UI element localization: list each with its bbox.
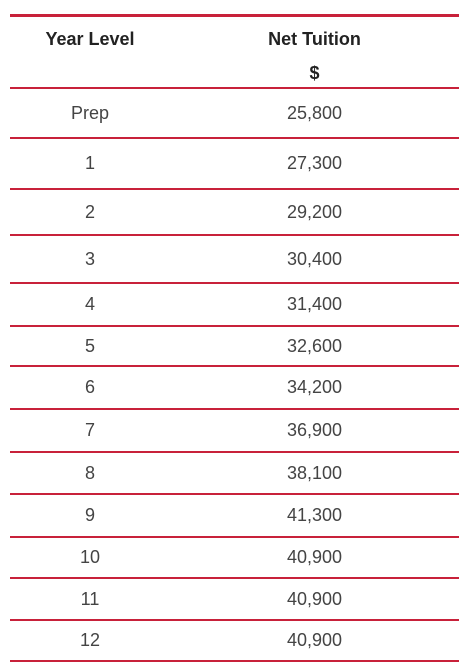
header-year-level-label: Year Level <box>45 29 135 49</box>
net-tuition-cell: 25,800 <box>286 102 343 123</box>
table-row <box>10 89 459 139</box>
table-row <box>10 495 459 538</box>
net-tuition-cell: 38,100 <box>286 462 343 483</box>
table-header-row <box>10 17 459 89</box>
net-tuition-cell: 30,400 <box>286 248 343 269</box>
year-level-cell: 6 <box>84 377 95 397</box>
net-tuition-cell: 31,400 <box>286 294 343 314</box>
net-tuition-cell: 40,900 <box>286 588 343 609</box>
year-level-cell: 9 <box>84 505 95 525</box>
year-level-cell: 8 <box>84 462 95 483</box>
table-row <box>10 190 459 236</box>
year-level-cell: 11 <box>80 588 100 609</box>
year-level-cell: 10 <box>79 547 101 567</box>
net-tuition-cell: 27,300 <box>286 153 343 173</box>
net-tuition-cell: 29,200 <box>286 201 343 222</box>
table-row <box>10 621 459 662</box>
table-row <box>10 367 459 410</box>
table-row <box>10 139 459 190</box>
net-tuition-cell: 36,900 <box>286 420 343 440</box>
header-net-tuition-label: Net Tuition <box>268 29 361 49</box>
year-level-cell: Prep <box>70 102 110 123</box>
table-row <box>10 410 459 453</box>
year-level-cell: 4 <box>84 294 95 314</box>
table-row <box>10 538 459 579</box>
net-tuition-cell: 34,200 <box>286 377 343 397</box>
table-row <box>10 327 459 367</box>
table-row <box>10 236 459 284</box>
table-row <box>10 284 459 327</box>
year-level-cell: 12 <box>79 630 101 650</box>
net-tuition-cell: 41,300 <box>286 505 343 525</box>
year-level-cell: 1 <box>84 153 95 173</box>
year-level-cell: 5 <box>84 335 95 356</box>
net-tuition-cell: 40,900 <box>286 547 343 567</box>
table-row <box>10 453 459 495</box>
table-row <box>10 579 459 621</box>
year-level-cell: 2 <box>84 201 95 222</box>
net-tuition-cell: 32,600 <box>286 335 343 356</box>
header-net-tuition-unit: $ <box>309 63 320 83</box>
year-level-cell: 3 <box>84 248 95 269</box>
year-level-cell: 7 <box>84 420 95 440</box>
net-tuition-cell: 40,900 <box>286 630 343 650</box>
